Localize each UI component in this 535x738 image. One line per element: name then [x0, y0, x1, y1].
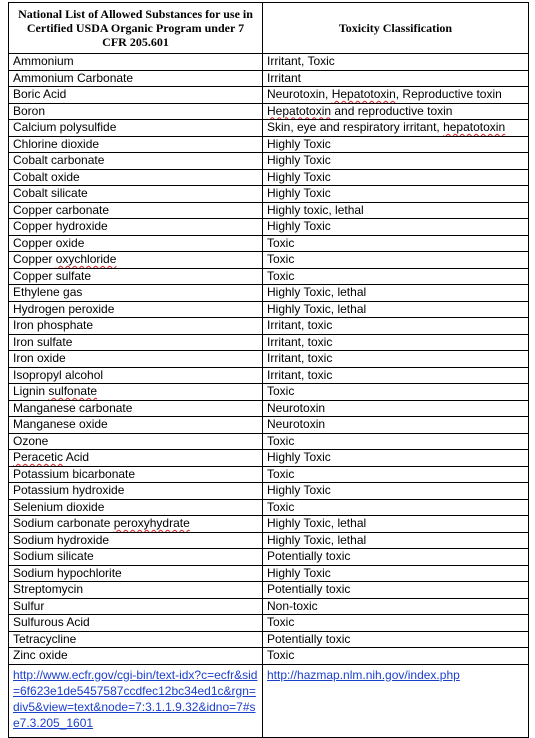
toxicity-cell: Highly Toxic [263, 169, 529, 186]
substance-cell: Calcium polysulfide [9, 120, 263, 137]
table-row [9, 598, 529, 615]
substance-cell: Iron phosphate [9, 318, 263, 335]
toxicity-cell: Toxic [263, 252, 529, 269]
substance-cell: Boric Acid [9, 87, 263, 104]
substance-cell: Sulfurous Acid [9, 615, 263, 632]
table-row [9, 301, 529, 318]
substance-cell: Copper sulfate [9, 268, 263, 285]
table-row [9, 384, 529, 401]
substance-cell: Manganese oxide [9, 417, 263, 434]
spellcheck-word: sulfonate [48, 384, 98, 398]
table-row [9, 417, 529, 434]
toxicity-cell: Neurotoxin, Hepatotoxin, Reproductive toxin [263, 87, 529, 104]
ecfr-source-link[interactable]: http://www.ecfr.gov/cgi-bin/text-idx?c=ecfr&sid=6f623e1de5457587ccdfec12bc34ed1c&rgn=div5&view=text&node=7:3.1.1.9.32&idno=7#se7.3.205_1601 [9, 664, 263, 737]
table-row [9, 318, 529, 335]
toxicity-cell: Neurotoxin [263, 400, 529, 417]
toxicity-cell: Irritant [263, 70, 529, 87]
substance-cell: Copper carbonate [9, 202, 263, 219]
spellcheck-word: hepatotoxin [443, 120, 506, 134]
substance-column-header: National List of Allowed Substances for use in Certified USDA Organic Program under 7 CFR 205.601 [9, 3, 263, 54]
toxicity-cell: Highly Toxic [263, 136, 529, 153]
substance-cell: Hydrogen peroxide [9, 301, 263, 318]
table-row [9, 631, 529, 648]
toxicity-cell: Neurotoxin [263, 417, 529, 434]
substance-cell: Streptomycin [9, 582, 263, 599]
toxicity-cell: Highly toxic, lethal [263, 202, 529, 219]
table-row [9, 499, 529, 516]
substance-cell: Copper oxide [9, 235, 263, 252]
spellcheck-word: Hepatotoxin [267, 103, 332, 118]
header-row [9, 3, 529, 54]
substance-cell: Potassium bicarbonate [9, 466, 263, 483]
toxicity-cell: Irritant, toxic [263, 367, 529, 384]
table-row [9, 648, 529, 665]
substance-cell: Sodium silicate [9, 549, 263, 566]
toxicity-cell: Toxic [263, 499, 529, 516]
toxicity-cell: Toxic [263, 384, 529, 401]
substance-cell: Ammonium [9, 54, 263, 71]
toxicity-cell: Toxic [263, 268, 529, 285]
table-row [9, 169, 529, 186]
toxicity-cell: Toxic [263, 235, 529, 252]
toxicity-cell: Toxic [263, 648, 529, 665]
table-row [9, 153, 529, 170]
toxicity-column-header: Toxicity Classification [263, 3, 529, 54]
table-row [9, 252, 529, 269]
substance-cell: Cobalt carbonate [9, 153, 263, 170]
toxicity-cell: Irritant, toxic [263, 334, 529, 351]
table-row [9, 549, 529, 566]
spellcheck-word: oxychloride [55, 252, 117, 266]
toxicity-cell: Highly Toxic, lethal [263, 301, 529, 318]
substance-cell: Iron sulfate [9, 334, 263, 351]
table-row [9, 516, 529, 533]
hazmap-source-link[interactable]: http://hazmap.nlm.nih.gov/index.php [263, 664, 529, 737]
table-row [9, 136, 529, 153]
toxicity-cell: Irritant, Toxic [263, 54, 529, 71]
spellcheck-word: peroxyhydrate [113, 516, 190, 530]
table-row [9, 103, 529, 120]
toxicity-cell: Non-toxic [263, 598, 529, 615]
substance-cell: Sodium carbonate peroxyhydrate [9, 516, 263, 533]
toxicity-cell: Skin, eye and respiratory irritant, hepatotoxin [263, 120, 529, 137]
table-row [9, 268, 529, 285]
substance-cell: Copper hydroxide [9, 219, 263, 236]
table-row [9, 532, 529, 549]
table-row [9, 466, 529, 483]
toxicity-cell: Toxic [263, 615, 529, 632]
table-row [9, 400, 529, 417]
toxicity-cell: Irritant, toxic [263, 318, 529, 335]
spellcheck-word: Peracetic [13, 450, 64, 464]
toxicity-cell: Toxic [263, 466, 529, 483]
table-row [9, 433, 529, 450]
substance-cell: Ozone [9, 433, 263, 450]
table-row [9, 367, 529, 384]
substance-cell: Selenium dioxide [9, 499, 263, 516]
table-row [9, 285, 529, 302]
substance-cell: Peracetic Acid [9, 450, 263, 467]
substance-cell: Sulfur [9, 598, 263, 615]
table-row [9, 219, 529, 236]
table-row [9, 582, 529, 599]
substance-cell: Zinc oxide [9, 648, 263, 665]
table-row [9, 565, 529, 582]
toxicity-table [8, 2, 529, 738]
table-row [9, 483, 529, 500]
table-row [9, 186, 529, 203]
toxicity-cell: Highly Toxic [263, 565, 529, 582]
table-row [9, 615, 529, 632]
substance-cell: Cobalt oxide [9, 169, 263, 186]
table-row [9, 235, 529, 252]
toxicity-cell: Irritant, toxic [263, 351, 529, 368]
substance-cell: Sodium hydroxide [9, 532, 263, 549]
substance-cell: Iron oxide [9, 351, 263, 368]
sources-row [9, 664, 529, 737]
table-row [9, 87, 529, 104]
substance-cell: Chlorine dioxide [9, 136, 263, 153]
toxicity-cell: Highly Toxic [263, 450, 529, 467]
substance-cell: Ethylene gas [9, 285, 263, 302]
toxicity-cell: Highly Toxic [263, 153, 529, 170]
spellcheck-word: Hepatotoxin [331, 87, 396, 101]
toxicity-cell: Potentially toxic [263, 549, 529, 566]
toxicity-cell: Potentially toxic [263, 582, 529, 599]
toxicity-cell: Highly Toxic [263, 483, 529, 500]
substance-cell: Tetracycline [9, 631, 263, 648]
substance-cell: Potassium hydroxide [9, 483, 263, 500]
table-row [9, 450, 529, 467]
substance-cell: Boron [9, 103, 263, 120]
toxicity-cell: Highly Toxic [263, 186, 529, 203]
toxicity-cell: Toxic [263, 433, 529, 450]
toxicity-cell: Highly Toxic, lethal [263, 516, 529, 533]
table-row [9, 334, 529, 351]
table-row [9, 70, 529, 87]
substance-cell: Ammonium Carbonate [9, 70, 263, 87]
table-row [9, 120, 529, 137]
toxicity-cell: Highly Toxic, lethal [263, 532, 529, 549]
toxicity-cell: Highly Toxic [263, 219, 529, 236]
substance-cell: Manganese carbonate [9, 400, 263, 417]
toxicity-cell: Highly Toxic, lethal [263, 285, 529, 302]
substance-cell: Isopropyl alcohol [9, 367, 263, 384]
toxicity-cell: Hepatotoxin and reproductive toxin [263, 103, 529, 120]
table-row [9, 54, 529, 71]
table-row [9, 351, 529, 368]
substance-cell: Cobalt silicate [9, 186, 263, 203]
toxicity-cell: Potentially toxic [263, 631, 529, 648]
substance-cell: Sodium hypochlorite [9, 565, 263, 582]
substance-cell: Copper oxychloride [9, 252, 263, 269]
table-row [9, 202, 529, 219]
substance-cell: Lignin sulfonate [9, 384, 263, 401]
